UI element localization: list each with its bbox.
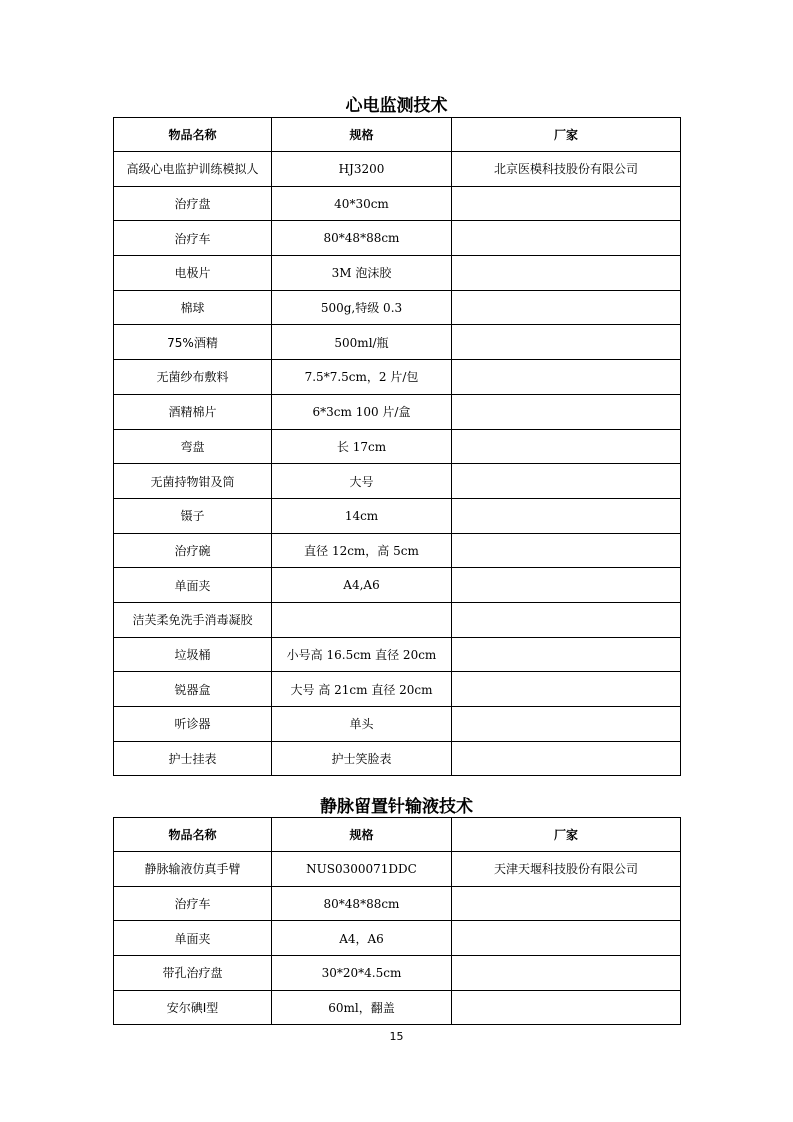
item-name-cell: 75%酒精 (114, 325, 272, 360)
table-header-row (114, 818, 681, 852)
table-row (114, 256, 681, 291)
specification-cell: 直径 12cm，高 5cm (272, 533, 452, 568)
manufacturer-cell (452, 533, 681, 568)
table-row (114, 672, 681, 707)
item-name-cell: 垃圾桶 (114, 637, 272, 672)
equipment-table-ecg-monitoring (113, 117, 681, 776)
manufacturer-cell (452, 921, 681, 956)
table-row (114, 956, 681, 991)
specification-cell: 80*48*88cm (272, 221, 452, 256)
manufacturer-cell (452, 256, 681, 291)
item-name-cell: 单面夹 (114, 568, 272, 603)
manufacturer-cell (452, 637, 681, 672)
manufacturer-cell (452, 886, 681, 921)
specification-cell: NUS0300071DDC (272, 852, 452, 887)
specification-cell: 500ml/瓶 (272, 325, 452, 360)
specification-cell (272, 602, 452, 637)
table-row (114, 568, 681, 603)
table-row (114, 152, 681, 187)
item-name-cell: 带孔治疗盘 (114, 956, 272, 991)
manufacturer-cell (452, 221, 681, 256)
manufacturer-cell: 天津天堰科技股份有限公司 (452, 852, 681, 887)
manufacturer-cell (452, 741, 681, 776)
specification-cell: 护士笑脸表 (272, 741, 452, 776)
item-name-cell: 治疗车 (114, 886, 272, 921)
table-row (114, 852, 681, 887)
item-name-cell: 无菌持物钳及筒 (114, 464, 272, 499)
manufacturer-cell (452, 956, 681, 991)
manufacturer-cell (452, 186, 681, 221)
manufacturer-cell (452, 498, 681, 533)
specification-cell: 大号 (272, 464, 452, 499)
item-name-cell: 酒精棉片 (114, 394, 272, 429)
item-name-cell: 锐器盒 (114, 672, 272, 707)
item-name-cell: 洁芙柔免洗手消毒凝胶 (114, 602, 272, 637)
manufacturer-cell (452, 325, 681, 360)
manufacturer-cell (452, 360, 681, 395)
table-row (114, 886, 681, 921)
item-name-cell: 治疗碗 (114, 533, 272, 568)
item-name-cell: 治疗盘 (114, 186, 272, 221)
table-row (114, 637, 681, 672)
table-row (114, 290, 681, 325)
column-header-item-name: 物品名称 (114, 118, 272, 152)
specification-cell: 500g,特级 0.3 (272, 290, 452, 325)
specification-cell: 6*3cm 100 片/盒 (272, 394, 452, 429)
item-name-cell: 电极片 (114, 256, 272, 291)
item-name-cell: 听诊器 (114, 707, 272, 742)
manufacturer-cell (452, 990, 681, 1025)
manufacturer-cell (452, 602, 681, 637)
specification-cell: 40*30cm (272, 186, 452, 221)
column-header-specification: 规格 (272, 118, 452, 152)
equipment-table-iv-infusion (113, 817, 681, 1025)
specification-cell: 30*20*4.5cm (272, 956, 452, 991)
table-row (114, 464, 681, 499)
table-row (114, 602, 681, 637)
specification-cell: A4，A6 (272, 921, 452, 956)
specification-cell: 小号高 16.5cm 直径 20cm (272, 637, 452, 672)
table-row (114, 498, 681, 533)
table-row (114, 394, 681, 429)
manufacturer-cell (452, 394, 681, 429)
item-name-cell: 治疗车 (114, 221, 272, 256)
table-row (114, 360, 681, 395)
manufacturer-cell (452, 672, 681, 707)
item-name-cell: 护士挂表 (114, 741, 272, 776)
table-row (114, 325, 681, 360)
item-name-cell: 棉球 (114, 290, 272, 325)
table-row (114, 707, 681, 742)
manufacturer-cell (452, 568, 681, 603)
item-name-cell: 安尔碘Ⅰ型 (114, 990, 272, 1025)
item-name-cell: 静脉输液仿真手臂 (114, 852, 272, 887)
item-name-cell: 高级心电监护训练模拟人 (114, 152, 272, 187)
table-row (114, 990, 681, 1025)
specification-cell: 3M 泡沫胶 (272, 256, 452, 291)
table-row (114, 186, 681, 221)
column-header-specification: 规格 (272, 818, 452, 852)
table-row (114, 221, 681, 256)
manufacturer-cell (452, 429, 681, 464)
manufacturer-cell (452, 290, 681, 325)
manufacturer-cell: 北京医模科技股份有限公司 (452, 152, 681, 187)
manufacturer-cell (452, 464, 681, 499)
item-name-cell: 单面夹 (114, 921, 272, 956)
specification-cell: 60ml，翻盖 (272, 990, 452, 1025)
table-row (114, 533, 681, 568)
column-header-item-name: 物品名称 (114, 818, 272, 852)
item-name-cell: 镊子 (114, 498, 272, 533)
specification-cell: 大号 高 21cm 直径 20cm (272, 672, 452, 707)
section-title-ecg-monitoring: 心电监测技术 (345, 96, 448, 116)
specification-cell: 7.5*7.5cm，2 片/包 (272, 360, 452, 395)
page-number: 15 (389, 1030, 404, 1043)
specification-cell: HJ3200 (272, 152, 452, 187)
table-row (114, 429, 681, 464)
column-header-manufacturer: 厂家 (452, 818, 681, 852)
specification-cell: 单头 (272, 707, 452, 742)
specification-cell: 长 17cm (272, 429, 452, 464)
table-row (114, 921, 681, 956)
specification-cell: 80*48*88cm (272, 886, 452, 921)
manufacturer-cell (452, 707, 681, 742)
section-title-iv-indwelling-needle-infusion: 静脉留置针输液技术 (320, 797, 473, 817)
table-row (114, 741, 681, 776)
specification-cell: A4,A6 (272, 568, 452, 603)
item-name-cell: 无菌纱布敷料 (114, 360, 272, 395)
item-name-cell: 弯盘 (114, 429, 272, 464)
column-header-manufacturer: 厂家 (452, 118, 681, 152)
table-header-row (114, 118, 681, 152)
specification-cell: 14cm (272, 498, 452, 533)
